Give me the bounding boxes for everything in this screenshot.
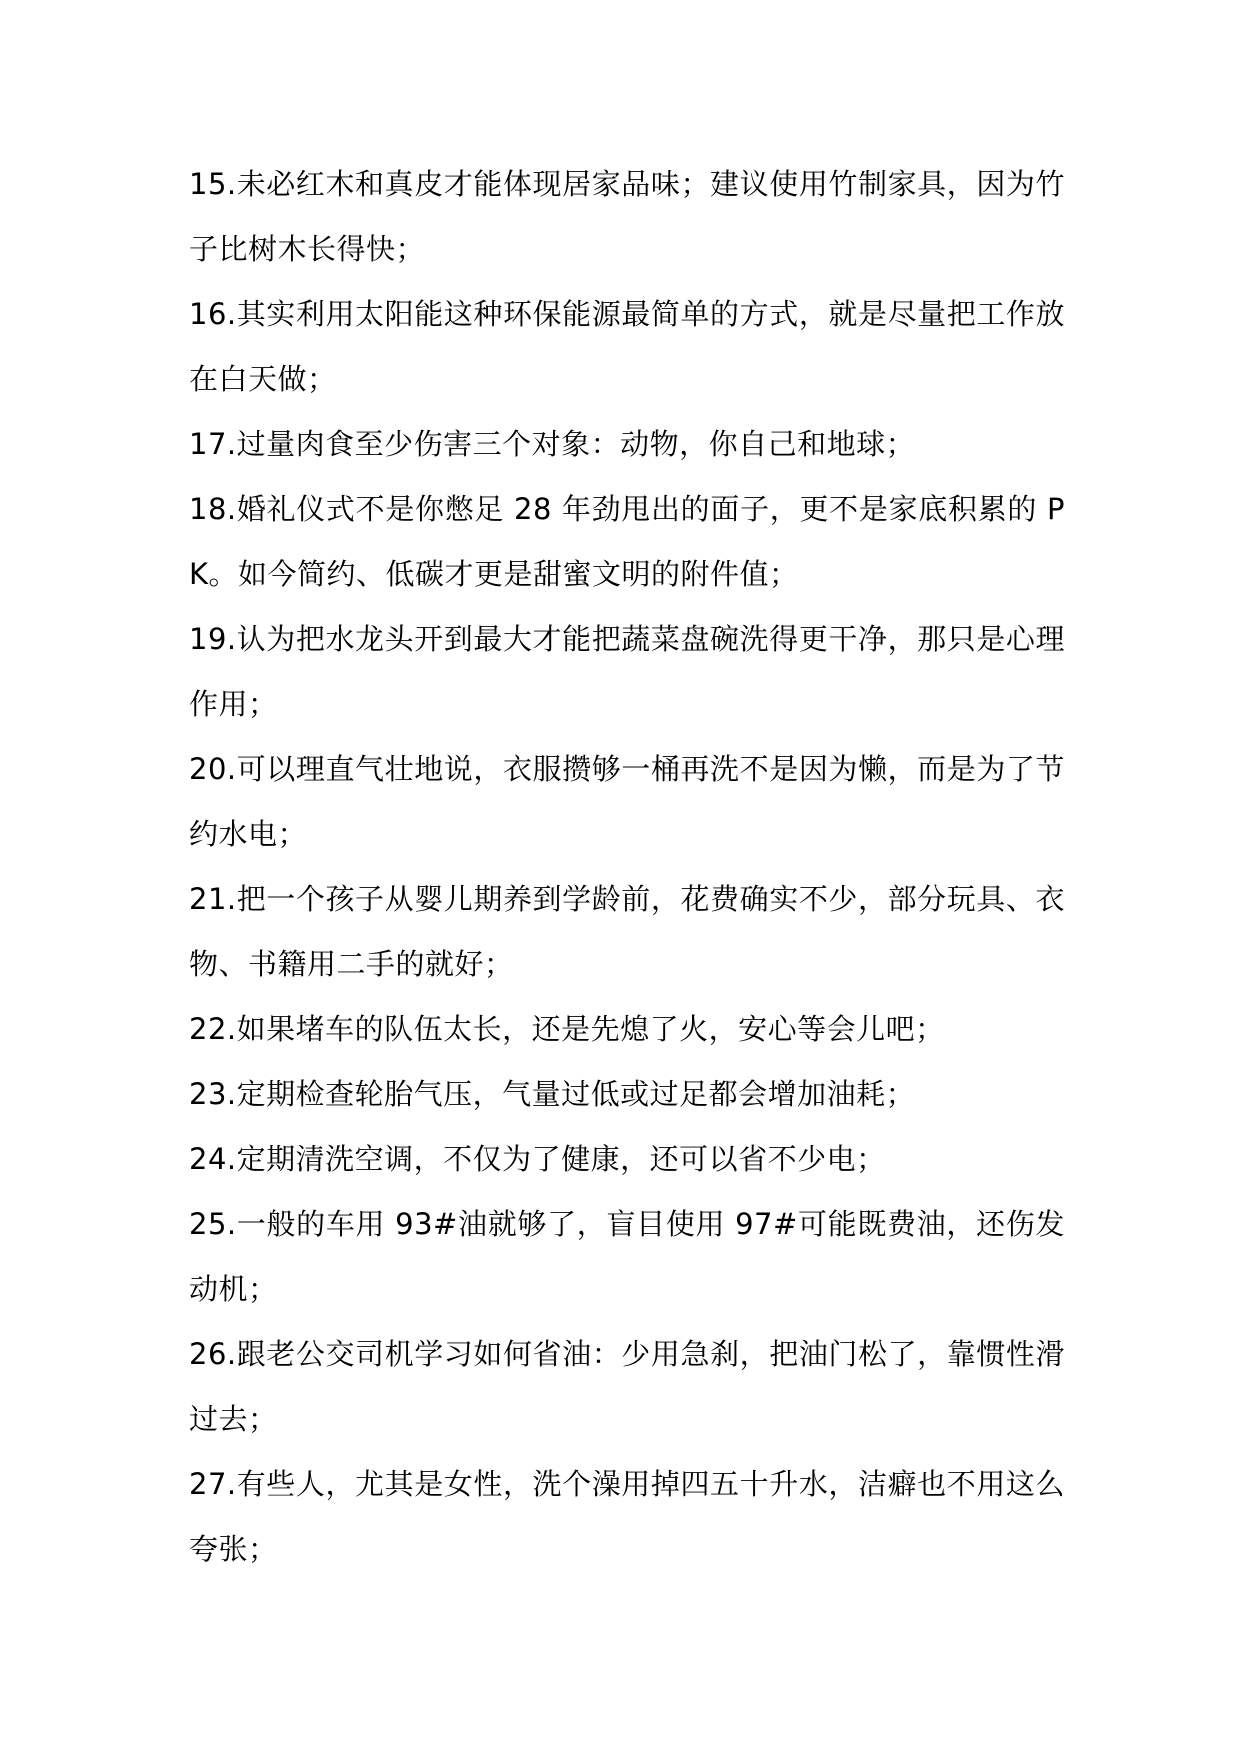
list-item: 17.过量肉食至少伤害三个对象：动物，你自己和地球； xyxy=(189,427,916,461)
list-item: 23.定期检查轮胎气压，气量过低或过足都会增加油耗； xyxy=(189,1077,916,1111)
document-body xyxy=(189,152,1065,1582)
list-item: 24.定期清洗空调，不仅为了健康，还可以省不少电； xyxy=(189,1142,886,1176)
list-item: 21.把一个孩子从婴儿期养到学龄前，花费确实不少，部分玩具、衣物、书籍用二手的就好； xyxy=(189,882,1065,981)
list-item: 25.一般的车用 93#油就够了，盲目使用 97#可能既费油，还伤发动机； xyxy=(189,1207,1065,1306)
list-item: 16.其实利用太阳能这种环保能源最简单的方式，就是尽量把工作放在白天做； xyxy=(189,297,1065,396)
list-item: 18.婚礼仪式不是你憋足 28 年劲甩出的面子，更不是家底积累的 PK。如今简约、低碳才更是甜蜜文明的附件值； xyxy=(189,492,1065,591)
list-item: 22.如果堵车的队伍太长，还是先熄了火，安心等会儿吧； xyxy=(189,1012,945,1046)
list-item: 19.认为把水龙头开到最大才能把蔬菜盘碗洗得更干净，那只是心理作用； xyxy=(189,622,1065,721)
list-item: 15.未必红木和真皮才能体现居家品味；建议使用竹制家具，因为竹子比树木长得快； xyxy=(189,167,1065,266)
list-item: 26.跟老公交司机学习如何省油：少用急刹，把油门松了，靠惯性滑过去； xyxy=(189,1337,1065,1436)
list-item: 27.有些人，尤其是女性，洗个澡用掉四五十升水，洁癖也不用这么夸张； xyxy=(189,1467,1065,1566)
list-item: 20.可以理直气壮地说，衣服攒够一桶再洗不是因为懒，而是为了节约水电； xyxy=(189,752,1065,851)
